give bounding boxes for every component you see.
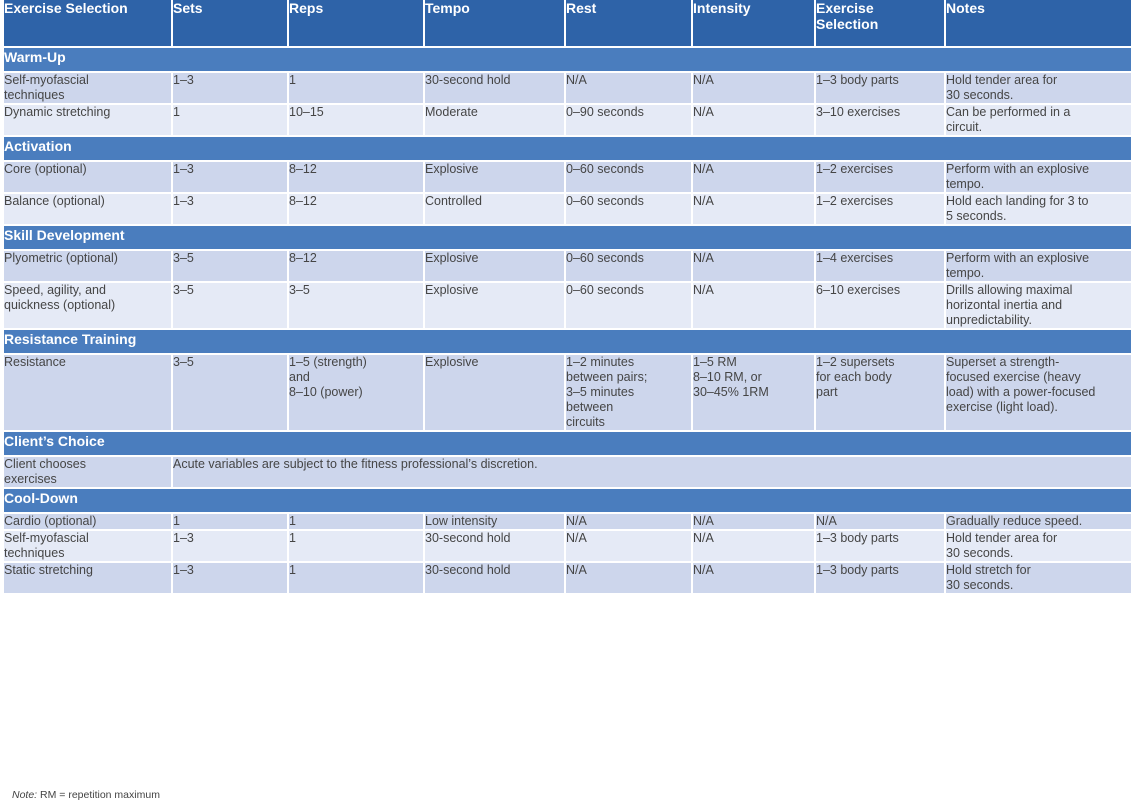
cell-selection: 1–3 body parts xyxy=(815,530,945,562)
cell-reps: 8–12 xyxy=(288,193,424,225)
cell-tempo: Moderate xyxy=(424,104,565,136)
cell-reps: 3–5 xyxy=(288,282,424,329)
cell-intensity: 1–5 RM 8–10 RM, or 30–45% 1RM xyxy=(692,354,815,431)
cell-selection: 1–3 body parts xyxy=(815,562,945,594)
cell-sets: 1 xyxy=(172,513,288,530)
cell-reps: 1–5 (strength) and 8–10 (power) xyxy=(288,354,424,431)
table-row xyxy=(4,282,1131,329)
cell-tempo: Low intensity xyxy=(424,513,565,530)
cell-rest: N/A xyxy=(565,513,692,530)
cell-rest: 1–2 minutes between pairs; 3–5 minutes between circuits xyxy=(565,354,692,431)
cell-exercise: Self-myofascial techniques xyxy=(4,72,172,104)
cell-exercise: Balance (optional) xyxy=(4,193,172,225)
cell-sets: 1–3 xyxy=(172,530,288,562)
cell-selection: 1–3 body parts xyxy=(815,72,945,104)
note-text: RM = repetition maximum xyxy=(37,789,160,801)
cell-exercise: Core (optional) xyxy=(4,161,172,193)
section-title: Cool-Down xyxy=(4,488,1131,513)
cell-selection: 3–10 exercises xyxy=(815,104,945,136)
cell-sets: 3–5 xyxy=(172,282,288,329)
cell-exercise: Plyometric (optional) xyxy=(4,250,172,282)
cell-selection: 1–2 exercises xyxy=(815,161,945,193)
cell-notes: Perform with an explosive tempo. xyxy=(945,250,1131,282)
cell-notes: Gradually reduce speed. xyxy=(945,513,1131,530)
program-table xyxy=(4,0,1131,595)
section-title: Skill Development xyxy=(4,225,1131,250)
cell-rest: 0–60 seconds xyxy=(565,282,692,329)
cell-exercise: Resistance xyxy=(4,354,172,431)
cell-intensity: N/A xyxy=(692,513,815,530)
col-header-exercise-selection: Exercise Selection xyxy=(4,0,172,47)
cell-reps: 10–15 xyxy=(288,104,424,136)
cell-reps: 8–12 xyxy=(288,161,424,193)
section-title: Warm-Up xyxy=(4,47,1131,72)
cell-notes: Hold tender area for 30 seconds. xyxy=(945,530,1131,562)
table-row xyxy=(4,562,1131,594)
table-row xyxy=(4,161,1131,193)
cell-sets: 3–5 xyxy=(172,250,288,282)
cell-tempo: Controlled xyxy=(424,193,565,225)
cell-rest: 0–90 seconds xyxy=(565,104,692,136)
table-row xyxy=(4,104,1131,136)
col-header-sets: Sets xyxy=(172,0,288,47)
cell-reps: 1 xyxy=(288,562,424,594)
col-header-exercise-selection-2: Exercise Selection xyxy=(815,0,945,47)
cell-notes: Hold stretch for 30 seconds. xyxy=(945,562,1131,594)
cell-rest: N/A xyxy=(565,530,692,562)
cell-rest: 0–60 seconds xyxy=(565,193,692,225)
cell-rest: N/A xyxy=(565,562,692,594)
section-title: Activation xyxy=(4,136,1131,161)
cell-selection: 1–4 exercises xyxy=(815,250,945,282)
cell-sets: 1 xyxy=(172,104,288,136)
section-title: Client’s Choice xyxy=(4,431,1131,456)
col-header-tempo: Tempo xyxy=(424,0,565,47)
cell-selection: 1–2 supersets for each body part xyxy=(815,354,945,431)
cell-rest: N/A xyxy=(565,72,692,104)
cell-reps: 8–12 xyxy=(288,250,424,282)
cell-intensity: N/A xyxy=(692,72,815,104)
cell-reps: 1 xyxy=(288,513,424,530)
section-row xyxy=(4,47,1131,72)
section-row xyxy=(4,329,1131,354)
cell-exercise: Dynamic stretching xyxy=(4,104,172,136)
col-header-notes: Notes xyxy=(945,0,1131,47)
cell-sets: 1–3 xyxy=(172,193,288,225)
cell-intensity: N/A xyxy=(692,250,815,282)
cell-exercise: Static stretching xyxy=(4,562,172,594)
section-row xyxy=(4,488,1131,513)
table-row xyxy=(4,193,1131,225)
cell-selection: N/A xyxy=(815,513,945,530)
col-header-reps: Reps xyxy=(288,0,424,47)
cell-exercise: Client chooses exercises xyxy=(4,456,172,488)
cell-tempo: Explosive xyxy=(424,161,565,193)
table-row xyxy=(4,250,1131,282)
cell-intensity: N/A xyxy=(692,530,815,562)
cell-tempo: 30-second hold xyxy=(424,562,565,594)
cell-reps: 1 xyxy=(288,530,424,562)
cell-rest: 0–60 seconds xyxy=(565,250,692,282)
cell-notes: Can be performed in a circuit. xyxy=(945,104,1131,136)
header-row xyxy=(4,0,1131,47)
cell-exercise: Cardio (optional) xyxy=(4,513,172,530)
section-title: Resistance Training xyxy=(4,329,1131,354)
cell-intensity: N/A xyxy=(692,193,815,225)
cell-tempo: Explosive xyxy=(424,282,565,329)
cell-notes: Hold tender area for 30 seconds. xyxy=(945,72,1131,104)
cell-intensity: N/A xyxy=(692,562,815,594)
cell-notes: Perform with an explosive tempo. xyxy=(945,161,1131,193)
section-row xyxy=(4,225,1131,250)
cell-sets: 1–3 xyxy=(172,72,288,104)
table-row xyxy=(4,72,1131,104)
cell-tempo: 30-second hold xyxy=(424,530,565,562)
cell-tempo: 30-second hold xyxy=(424,72,565,104)
col-header-intensity: Intensity xyxy=(692,0,815,47)
section-row xyxy=(4,431,1131,456)
section-row xyxy=(4,136,1131,161)
cell-exercise: Self-myofascial techniques xyxy=(4,530,172,562)
cell-notes: Hold each landing for 3 to 5 seconds. xyxy=(945,193,1131,225)
cell-tempo: Explosive xyxy=(424,354,565,431)
cell-exercise: Speed, agility, and quickness (optional) xyxy=(4,282,172,329)
cell-intensity: N/A xyxy=(692,282,815,329)
col-header-rest: Rest xyxy=(565,0,692,47)
table-row xyxy=(4,530,1131,562)
table-row xyxy=(4,456,1131,488)
cell-spanning-note: Acute variables are subject to the fitness professional’s discretion. xyxy=(172,456,1131,488)
cell-intensity: N/A xyxy=(692,161,815,193)
table-row xyxy=(4,513,1131,530)
cell-intensity: N/A xyxy=(692,104,815,136)
table-note xyxy=(12,789,160,801)
table-row xyxy=(4,354,1131,431)
cell-tempo: Explosive xyxy=(424,250,565,282)
cell-selection: 6–10 exercises xyxy=(815,282,945,329)
cell-sets: 3–5 xyxy=(172,354,288,431)
note-label: Note: xyxy=(12,789,38,801)
cell-notes: Superset a strength- focused exercise (heavy load) with a power-focused exercise (light load). xyxy=(945,354,1131,431)
cell-notes: Drills allowing maximal horizontal inertia and unpredictability. xyxy=(945,282,1131,329)
cell-reps: 1 xyxy=(288,72,424,104)
table-body xyxy=(4,47,1131,594)
cell-sets: 1–3 xyxy=(172,161,288,193)
cell-selection: 1–2 exercises xyxy=(815,193,945,225)
cell-sets: 1–3 xyxy=(172,562,288,594)
cell-rest: 0–60 seconds xyxy=(565,161,692,193)
